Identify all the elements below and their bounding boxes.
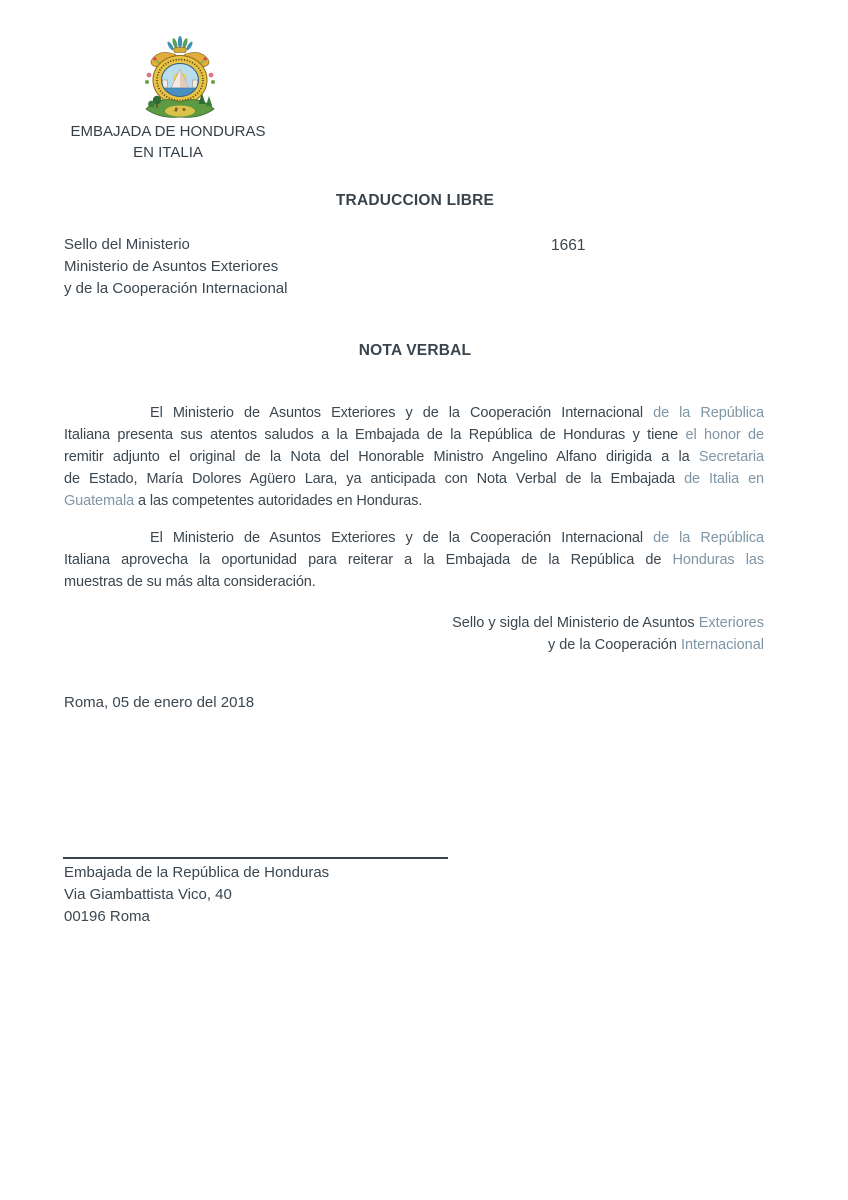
text-segment: Italiana presenta sus atentos saludos a la Embajada de la República de Honduras y tiene [64,427,686,443]
text-segment: Sello y sigla del Ministerio de Asuntos [452,615,699,631]
closing-seal-block [64,612,764,656]
text-line [64,612,764,634]
text-segment: Internacional [680,637,764,653]
text-line [64,234,484,256]
text-line [64,278,484,300]
text-segment: y de la Cooperación [547,637,681,653]
text-segment: Ministerio de Asuntos Exteriores [64,258,279,275]
translation-title: TRADUCCION LIBRE [335,192,495,209]
reference-number: 1661 [551,237,586,254]
embassy-name-line2: EN ITALIA [133,144,203,161]
text-segment: El Ministerio de Asuntos Exteriores y de la Cooperación Internacional [150,530,654,546]
text-line [64,402,764,424]
nota-verbal-title: NOTA VERBAL [358,342,472,359]
text-segment: a las competentes autoridades en Honduras. [137,493,423,509]
text-segment: Via Giambattista Vico, 40 [64,886,232,903]
text-segment: Embajada de la República de Honduras [64,864,330,881]
text-segment: muestras de su más alta consideración. [64,574,316,590]
text-line [64,549,764,571]
honduras-coat-of-arms-icon [132,34,228,122]
text-line [64,446,764,468]
text-segment: El Ministerio de Asuntos Exteriores y de la Cooperación Internacional [150,405,654,421]
date-line: Roma, 05 de enero del 2018 [64,694,255,711]
text-line [64,906,484,928]
body-paragraph-1 [64,402,764,512]
text-segment: 00196 Roma [64,908,150,925]
text-line [64,862,484,884]
ministry-seal-block [64,234,484,300]
text-segment: el honor de [685,427,764,443]
text-segment: de la República [653,405,764,421]
text-segment: remitir adjunto el original de la Nota del Honorable Ministro Angelino Alfano dirigida a la [64,449,699,465]
embassy-name [58,121,278,163]
embassy-name-line1: EMBAJADA DE HONDURAS [70,123,266,140]
text-line [64,527,764,549]
text-segment: de Italia en [684,471,765,487]
text-line [64,490,764,512]
signature-divider-line [63,857,448,859]
text-segment: de Estado, María Dolores Agüero Lara, ya anticipada con Nota Verbal de la Embajada [64,471,685,487]
body-paragraph-2 [64,527,764,593]
text-line [64,424,764,446]
text-segment: Italiana aprovecha la oportunidad para reiterar a la Embajada de la República de [64,552,673,568]
text-line [64,634,764,656]
text-segment: Secretaria [698,449,764,465]
text-segment: Honduras las [672,552,764,568]
text-segment: Sello del Ministerio [64,236,190,253]
text-segment: de la República [653,530,764,546]
text-line [64,468,764,490]
text-segment: Guatemala [64,493,138,509]
text-segment: Exteriores [698,615,764,631]
text-line [64,884,484,906]
text-line [64,571,764,593]
embassy-address-block [64,862,484,928]
text-segment: y de la Cooperación Internacional [64,280,288,297]
text-line [64,256,484,278]
